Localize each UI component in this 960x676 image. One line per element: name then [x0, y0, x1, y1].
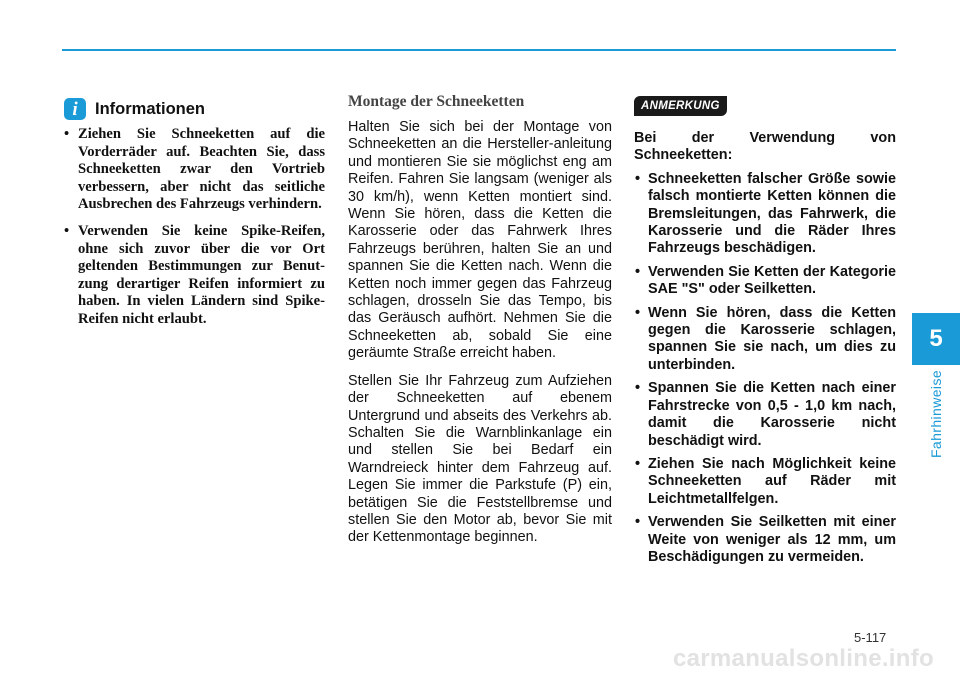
notice-badge: ANMERKUNG	[634, 96, 727, 116]
info-list	[63, 126, 325, 329]
info-title: Informationen	[95, 99, 205, 118]
montage-column	[348, 92, 612, 557]
list-item: • Verwenden Sie keine Spike-Reifen, ohne sich zuvor über die vor Ort geltenden Bestimmungen zur Benut-zung derartiger Reifen informiert zu haben. In vielen Ländern sind Spike-Reifen nicht erlaubt.	[63, 223, 325, 329]
notice-column	[634, 96, 896, 572]
list-item: • Wenn Sie hören, dass die Ketten gegen die Karosserie schlagen, spannen Sie sie nach, um dies zu unterbinden.	[634, 305, 896, 375]
top-rule	[62, 49, 896, 51]
watermark: carmanualsonline.info	[672, 645, 934, 672]
chapter-tab: 5	[912, 313, 960, 365]
info-i-icon: i	[64, 98, 86, 120]
list-item: • Ziehen Sie nach Möglichkeit keine Schneeketten auf Räder mit Leichtmetallfelgen.	[634, 456, 896, 508]
paragraph: Halten Sie sich bei der Montage von Schneeketten an die Hersteller-anleitung und montieren Sie sie möglichst eng am Reifen. Fahren Sie langsam (weniger als 30 km/h), wenn Ketten montiert sind. Wenn Sie hören, dass die Ketten die Karosserie oder das Fahrwerk Ihres Fahrzeugs berühren, halten Sie an und spannen Sie die Ketten nach. Wenn die Ketten noch immer gegen das Fahrzeug schlagen, drosseln Sie das Tempo, bis das Geräusch aufhört. Nehmen Sie die Schneeketten ab, sobald Sie eine geräumte Straße erreicht haben.	[348, 119, 612, 362]
list-item: • Schneeketten falscher Größe sowie falsch montierte Ketten können die Bremsleitungen, das Fahrwerk, die Karosserie und die Räder Ihres Fahrzeugs beschädigen.	[634, 171, 896, 258]
page-number: 5-117	[854, 630, 887, 645]
section-title: Montage der Schneeketten	[348, 93, 525, 110]
list-item: • Spannen Sie die Ketten nach einer Fahrstrecke von 0,5 - 1,0 km nach, damit die Karosserie nicht beschädigt wird.	[634, 380, 896, 450]
notice-intro: Bei der Verwendung von Schneeketten:	[634, 130, 896, 164]
list-item: • Ziehen Sie Schneeketten auf die Vorderräder auf. Beachten Sie, dass Schneeketten zwar den Vortrieb verbessern, aber nicht das seitliche Ausbrechen des Fahrzeugs verhindern.	[63, 126, 325, 214]
info-heading	[64, 98, 205, 120]
notice-list	[634, 171, 896, 567]
info-column	[63, 126, 325, 338]
chapter-label: Fahrhinweise	[928, 369, 944, 459]
paragraph: Stellen Sie Ihr Fahrzeug zum Aufziehen der Schneeketten auf ebenem Untergrund und abseits des Verkehrs ab. Schalten Sie die Warnblinkanlage ein und stellen Sie bei Bedarf ein Warndreieck hinter dem Fahrzeug auf. Legen Sie immer die Parkstufe (P) ein, betätigen Sie die Feststellbremse und stellen Sie den Motor ab, bevor Sie mit der Kettenmontage beginnen.	[348, 372, 612, 546]
list-item: • Verwenden Sie Ketten der Kategorie SAE "S" oder Seilketten.	[634, 264, 896, 299]
list-item: • Verwenden Sie Seilketten mit einer Weite von weniger als 12 mm, um Beschädigungen zu vermeiden.	[634, 514, 896, 566]
